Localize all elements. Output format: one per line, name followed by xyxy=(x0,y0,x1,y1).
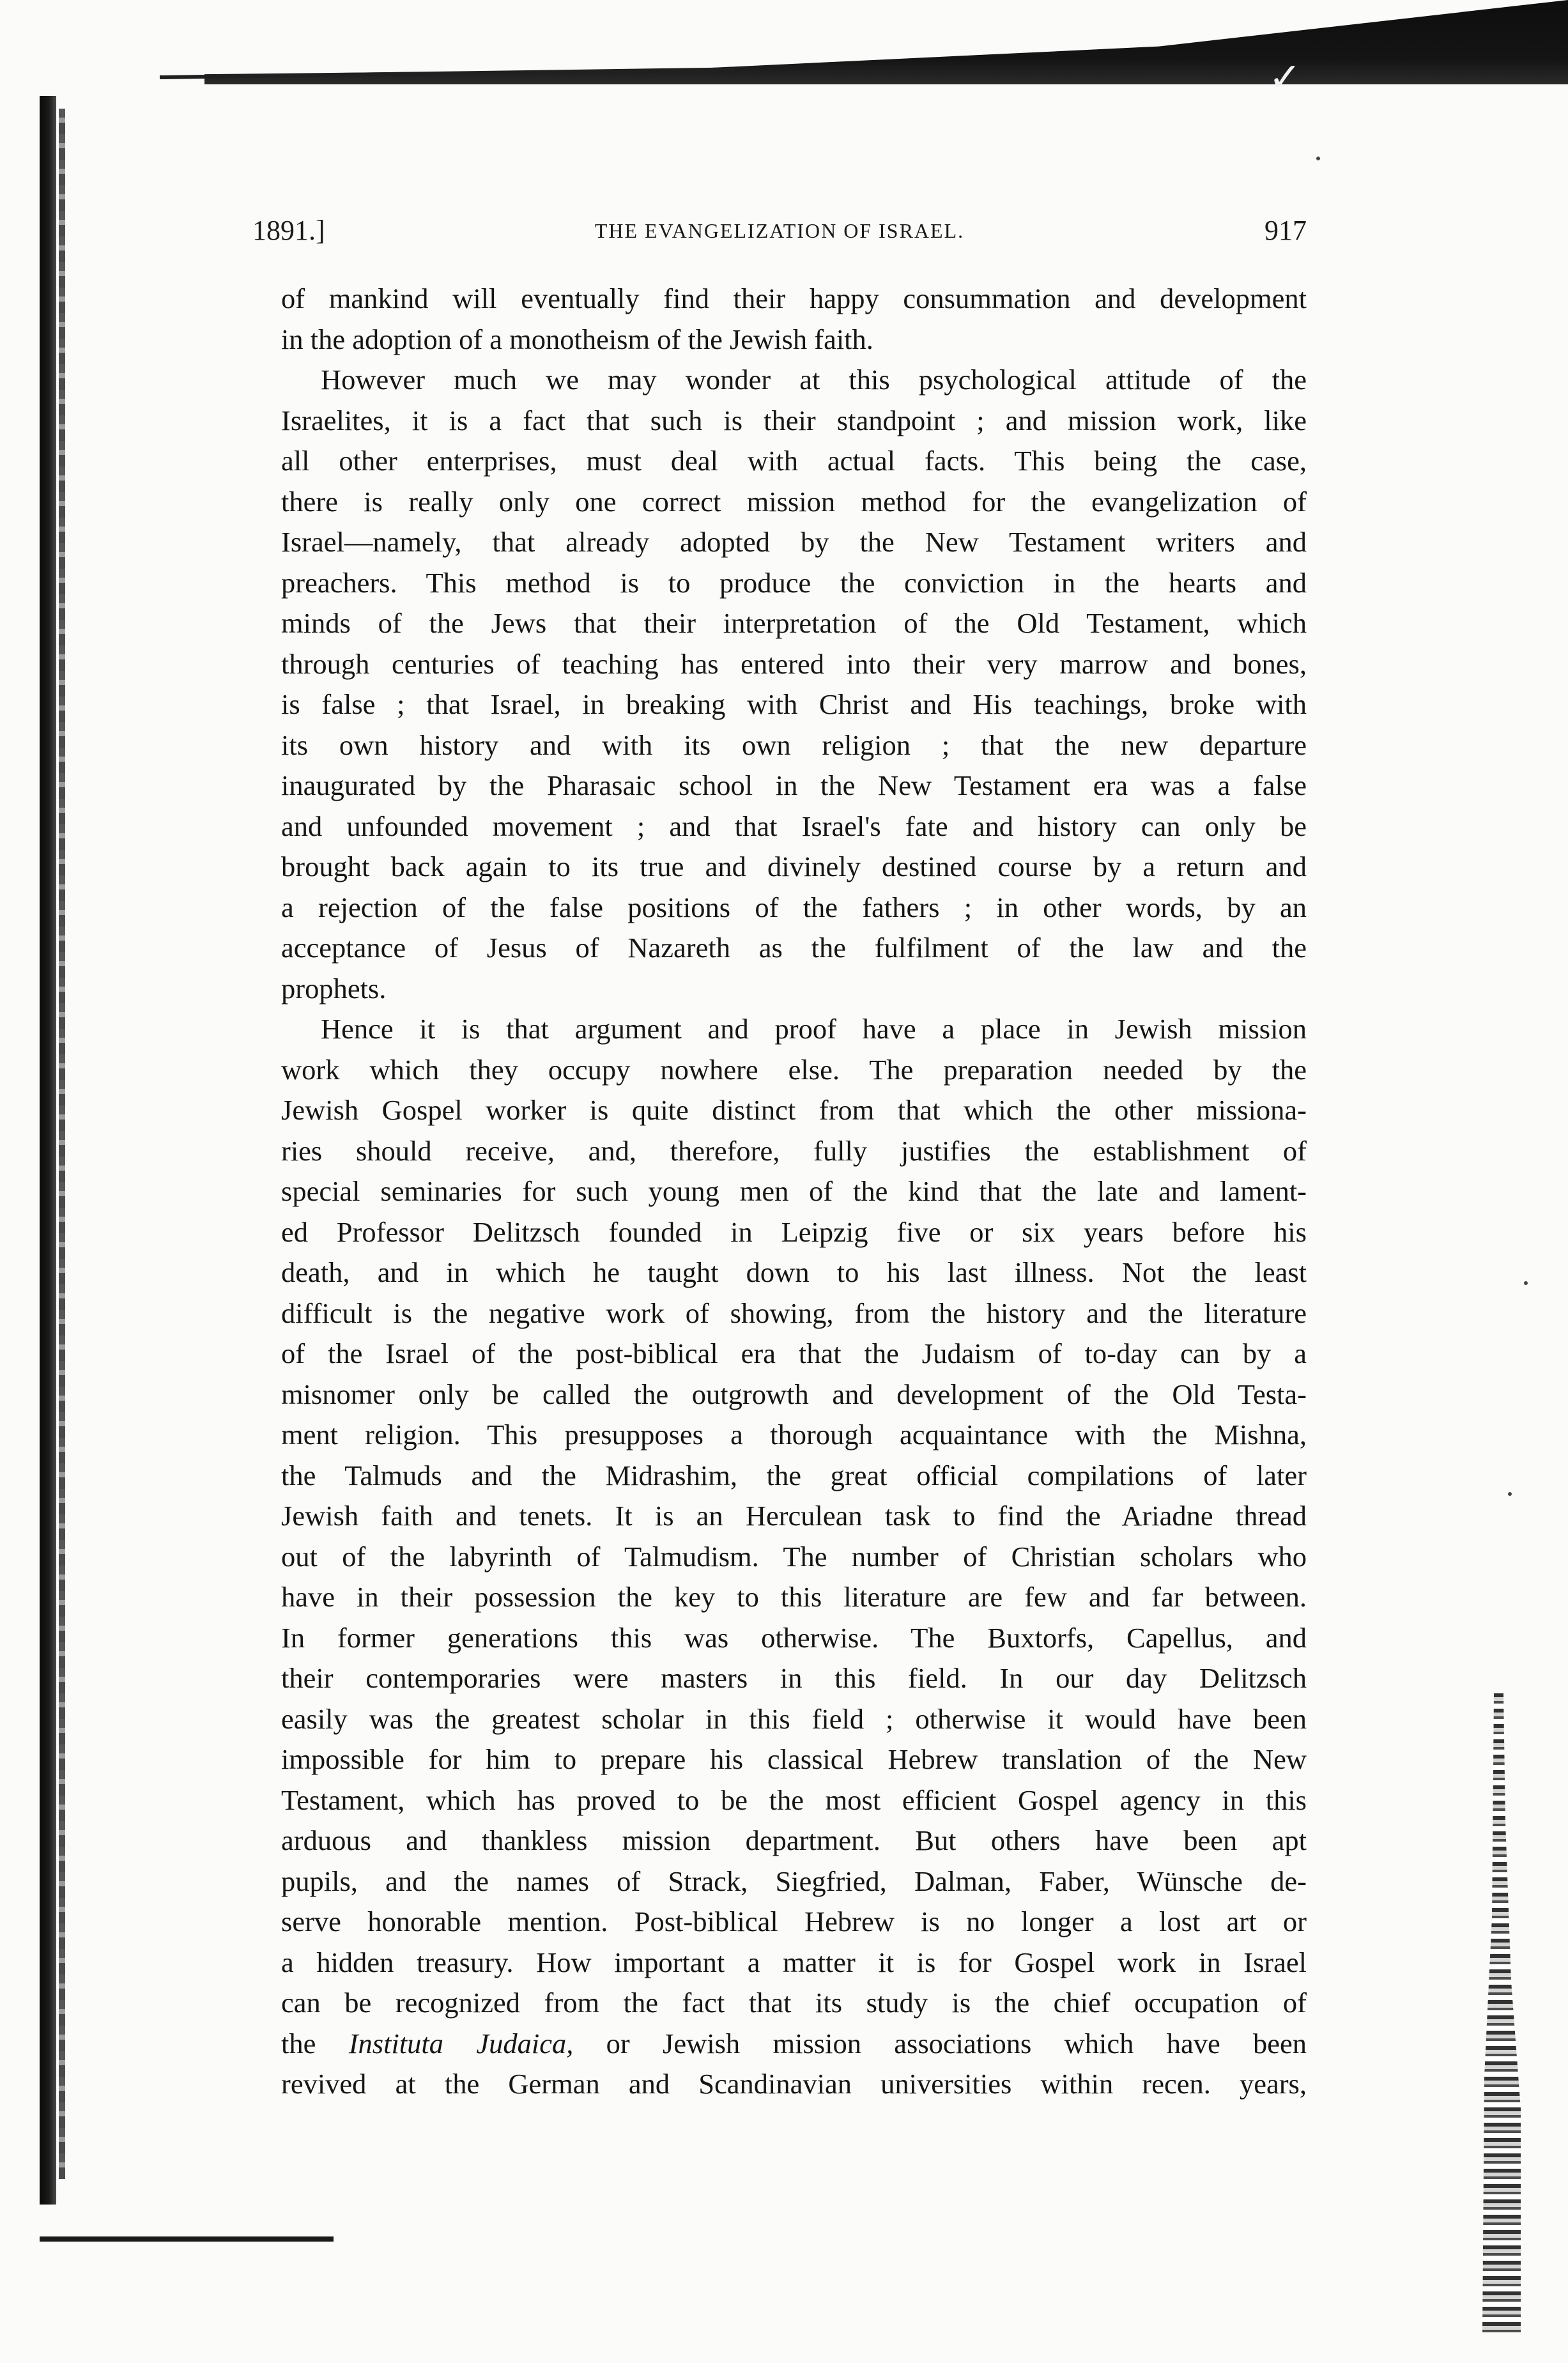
italic-title: Instituta Judaica, xyxy=(348,2027,574,2059)
header-year: 1891.] xyxy=(252,215,325,246)
running-head xyxy=(252,214,1307,252)
text-line: However much we may wonder at this psychological attitude of the xyxy=(321,364,1307,396)
text-line: Testament, which has proved to be the most efficient Gospel agency in this xyxy=(281,1783,1307,1816)
header-title: THE EVANGELIZATION OF ISRAEL. xyxy=(594,219,965,242)
text-line: serve honorable mention. Post-biblical Hebrew is no longer a lost art or xyxy=(281,1905,1307,1937)
text-line: Jewish Gospel worker is quite distinct from that which the other missiona- xyxy=(281,1094,1307,1126)
text-line: Israel—namely, that already adopted by the New Testament writers and xyxy=(281,526,1307,558)
text-line: minds of the Jews that their interpretation of the Old Testament, which xyxy=(281,607,1307,639)
speck-mark xyxy=(1524,1281,1528,1285)
text-line: death, and in which he taught down to his last illness. Not the least xyxy=(281,1256,1307,1288)
text-line: their contemporaries were masters in this field. In our day Delitzsch xyxy=(281,1662,1307,1694)
text-line: have in their possession the key to this literature are few and far between. xyxy=(281,1581,1307,1613)
text-line: a rejection of the false positions of the fathers ; in other words, by an xyxy=(281,891,1307,923)
text-line: of the Israel of the post-biblical era that the Judaism of to-day can by a xyxy=(281,1337,1307,1369)
speck-mark xyxy=(1316,157,1320,160)
text-line: brought back again to its true and divinely destined course by a return and xyxy=(281,851,1307,882)
scan-binding-edge xyxy=(59,109,65,2179)
text-line: there is really only one correct mission method for the evangelization of xyxy=(281,485,1307,518)
text-line: is false ; that Israel, in breaking with Christ and His teachings, broke with xyxy=(281,688,1307,720)
text-fragment: the xyxy=(281,2027,349,2059)
text-line: Hence it is that argument and proof have a place in Jewish mission xyxy=(321,1013,1307,1045)
text-line: ment religion. This presupposes a thorough acquaintance with the Mishna, xyxy=(281,1419,1307,1451)
text-line: revived at the German and Scandinavian universities within recen. years, xyxy=(281,2068,1307,2100)
text-line: Israelites, it is a fact that such is their standpoint ; and mission work, like xyxy=(281,404,1307,436)
text-line-with-italic xyxy=(281,2024,1307,2065)
text-line: arduous and thankless mission department. But others have been apt xyxy=(281,1824,1307,1856)
text-line: its own history and with its own religion ; that the new departure xyxy=(281,728,1307,761)
scan-shadow-right xyxy=(1482,1693,1521,2332)
text-line: special seminaries for such young men of the kind that the late and lament- xyxy=(281,1175,1307,1207)
text-line: a hidden treasury. How important a matter it is for Gospel work in Israel xyxy=(281,1946,1307,1978)
check-mark-icon: ✓ xyxy=(1268,54,1302,100)
text-line: ries should receive, and, therefore, fully justifies the establishment of xyxy=(281,1134,1307,1167)
text-line: of mankind will eventually find their happy consummation and development xyxy=(281,282,1307,314)
text-line: preachers. This method is to produce the conviction in the hearts and xyxy=(281,566,1307,599)
text-line: can be recognized from the fact that its study is the chief occupation of xyxy=(281,1987,1307,2019)
text-line: the Talmuds and the Midrashim, the great official compilations of later xyxy=(281,1459,1307,1491)
text-line: prophets. xyxy=(281,972,387,1004)
text-line: acceptance of Jesus of Nazareth as the fulfilment of the law and the xyxy=(281,932,1307,964)
text-line: impossible for him to prepare his classical Hebrew translation of the New xyxy=(281,1743,1307,1775)
text-line: In former generations this was otherwise. The Buxtorfs, Capellus, and xyxy=(281,1621,1307,1654)
text-line: inaugurated by the Pharasaic school in the New Testament era was a false xyxy=(281,769,1307,801)
scan-shadow-bottom xyxy=(40,2236,334,2242)
text-fragment: or Jewish mission associations which have been xyxy=(573,2027,1307,2059)
text-line: ed Professor Delitzsch founded in Leipzig five or six years before his xyxy=(281,1215,1307,1248)
text-line: pupils, and the names of Strack, Siegfried, Dalman, Faber, Wünsche de- xyxy=(281,1865,1307,1897)
text-line: difficult is the negative work of showing, from the history and the literature xyxy=(281,1297,1307,1329)
speck-mark xyxy=(1508,1492,1512,1496)
text-line: out of the labyrinth of Talmudism. The number of Christian scholars who xyxy=(281,1540,1307,1573)
text-line: work which they occupy nowhere else. The preparation needed by the xyxy=(281,1053,1307,1086)
page-number: 917 xyxy=(1264,215,1307,246)
text-line: and unfounded movement ; and that Israel's fate and history can only be xyxy=(281,810,1307,842)
text-line: through centuries of teaching has entered into their very marrow and bones, xyxy=(281,647,1307,680)
body-text xyxy=(281,279,1307,2105)
text-line: in the adoption of a monotheism of the Jewish faith. xyxy=(281,323,873,355)
text-line: all other enterprises, must deal with actual facts. This being the case, xyxy=(281,445,1307,477)
text-line: easily was the greatest scholar in this field ; otherwise it would have been xyxy=(281,1702,1307,1735)
text-line: Jewish faith and tenets. It is an Herculean task to find the Ariadne thread xyxy=(281,1500,1307,1532)
scan-shadow-left xyxy=(40,96,56,2205)
text-line: misnomer only be called the outgrowth and development of the Old Testa- xyxy=(281,1378,1307,1410)
